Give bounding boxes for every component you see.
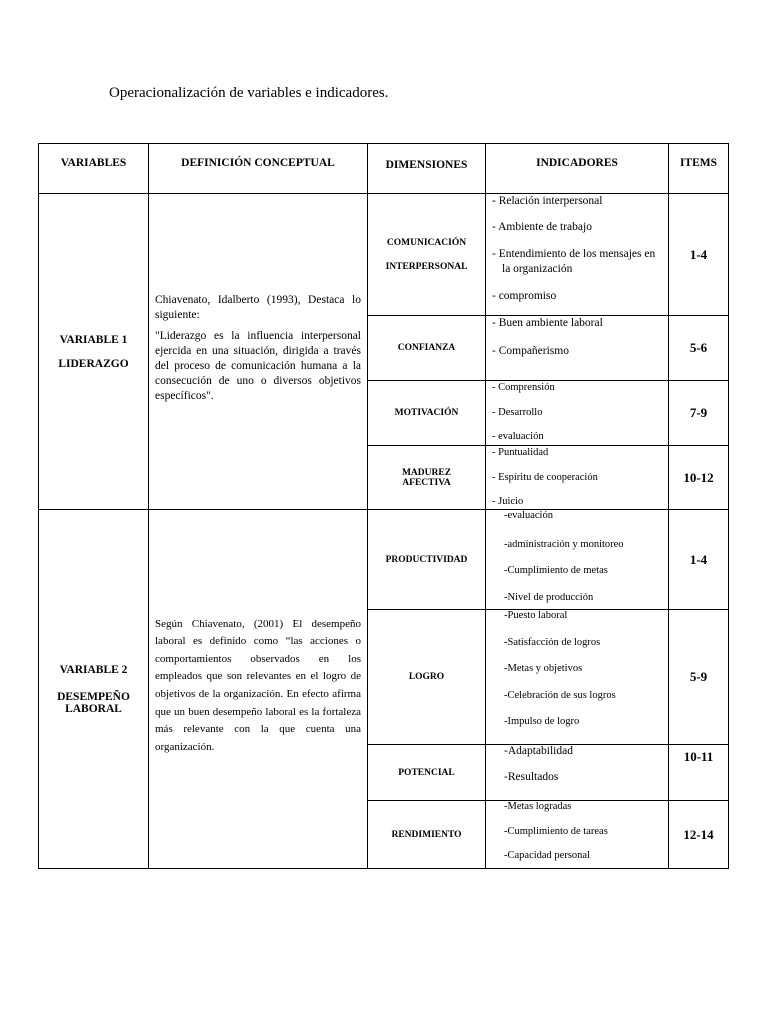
indicator-item: -Satisfacción de logros [504,636,601,648]
indicators-cell [486,801,669,869]
definition-2-text: Según Chiavenato, (2001) El desempeño laboral es definido como “las acciones o comportamientos observados en los empleados que son relevantes en el logro de objetivos de la organización. En efecto afirma que un buen desempeño laboral es la fortaleza más relevante con la que cuenta una organización. [155,617,361,753]
indicator-item: -evaluación [504,510,553,521]
operationalization-table [38,143,728,869]
indicators-cell [486,745,669,801]
indicator-item: - Ambiente de trabajo [492,220,592,233]
definition-1-quote: "Liderazgo es la influencia interpersonal ejercida en una situación, dirigida a través del proceso de comunicación humana a la consecución de uno o diversos objetivos específicos". [155,330,361,402]
indicator-item: -Cumplimiento de metas [504,565,608,577]
indicator-item: - compromiso [492,289,557,302]
variable-2-cell [39,510,149,869]
indicators-cell [486,194,669,316]
page-title: Operacionalización de variables e indicadores. [109,85,389,101]
indicator-item: -Resultados [504,770,559,783]
indicator-item: -Capacidad personal [504,850,591,862]
variable-1-cell [39,194,149,510]
indicator-item: -Puesto laboral [504,610,568,621]
indicator-item: - Desarrollo [492,406,543,418]
indicators-cell [486,610,669,745]
header-definicion: DEFINICIÓN CONCEPTUAL [149,144,368,194]
header-variables: VARIABLES [39,144,149,194]
indicator-item: -Adaptabilidad [504,745,573,757]
indicator-item: - Compañerismo [492,344,569,357]
indicator-item: -Celebración de sus logros [504,689,616,701]
items-cell: 5-9 [669,610,729,745]
variable-1-name: LIDERAZGO [58,357,129,370]
indicators-cell [486,446,669,510]
header-indicadores: INDICADORES [486,144,669,194]
definition-1-intro: Chiavenato, Idalberto (1993), Destaca lo siguiente: [155,294,361,322]
items-cell: 1-4 [669,510,729,610]
items-cell: 10-12 [669,446,729,510]
variable-2-number: VARIABLE 2 [59,663,128,676]
indicator-item: -Impulso de logro [504,716,580,728]
dimension-cell: POTENCIAL [368,745,486,801]
table-row [39,510,729,610]
header-dimensiones: DIMENSIONES [368,144,486,194]
dimension-cell: MOTIVACIÓN [368,381,486,446]
header-items: ITEMS [669,144,729,194]
indicators-cell [486,316,669,381]
indicator-item: -Metas logradas [504,801,572,812]
items-cell: 7-9 [669,381,729,446]
variable-2-name: DESEMPEÑO LABORAL [57,690,130,715]
variable-2-definition [149,510,368,869]
variable-1-number: VARIABLE 1 [59,333,128,346]
table-row [39,194,729,316]
dimension-cell: COMUNICACIÓN INTERPERSONAL [368,194,486,316]
indicator-item: - Espíritu de cooperación [492,471,598,483]
indicator-item: - evaluación [492,431,544,443]
indicator-item: - Juicio [492,496,524,508]
variable-1-definition [149,194,368,510]
indicator-item: -Cumplimiento de tareas [504,825,608,837]
indicators-cell [486,510,669,610]
items-cell: 5-6 [669,316,729,381]
indicator-item: - Comprensión [492,382,555,393]
indicator-item: -Nivel de producción [504,591,594,603]
dimension-cell: MADUREZ AFECTIVA [368,446,486,510]
table-header-row [39,144,729,194]
indicator-item: - Puntualidad [492,447,549,458]
dimension-cell: PRODUCTIVIDAD [368,510,486,610]
items-cell: 1-4 [669,194,729,316]
items-cell: 12-14 [669,801,729,869]
items-cell: 10-11 [669,745,729,801]
indicator-item: - Relación interpersonal [492,195,603,207]
dimension-cell: CONFIANZA [368,316,486,381]
indicator-item: - Entendimiento de los mensajes en la organización [492,247,656,276]
indicator-item: -administración y monitoreo [504,538,624,550]
indicator-item: - Buen ambiente laboral [492,317,603,329]
indicator-item: -Metas y objetivos [504,663,583,675]
dimension-cell: RENDIMIENTO [368,801,486,869]
indicators-cell [486,381,669,446]
dimension-cell: LOGRO [368,610,486,745]
